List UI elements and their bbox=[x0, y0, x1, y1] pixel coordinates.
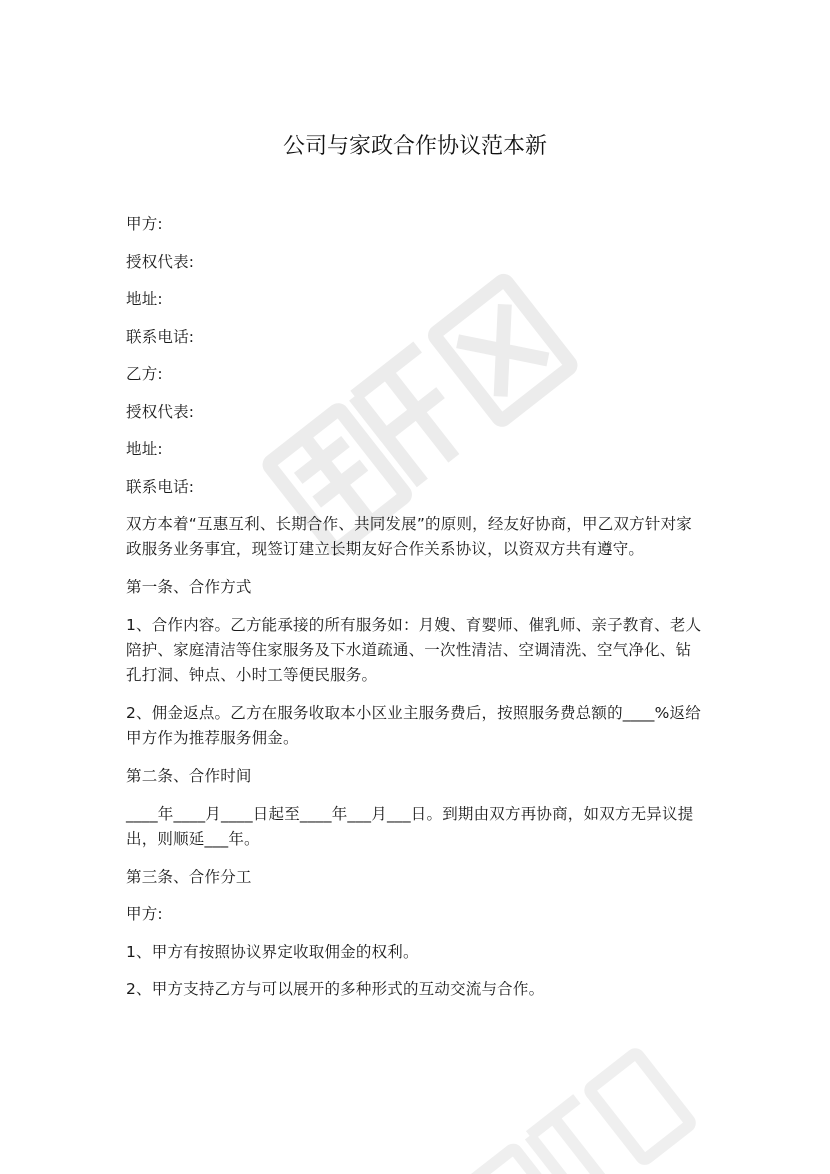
article-1-clause-2: 2、佣金返点。乙方在服务收取本小区业主服务费后，按照服务费总额的____%返给甲方作为推荐服务佣金。 bbox=[126, 703, 701, 748]
party-a-label: 甲方: bbox=[126, 215, 163, 233]
party-b-representative: 授权代表: bbox=[126, 402, 195, 421]
preamble-paragraph: 双方本着“互惠互利、长期合作、共同发展”的原则，经友好协商，甲乙双方针对家政服务业务事宜，现签订建立长期友好合作关系协议，以资双方共有遵守。 bbox=[126, 515, 692, 559]
watermark-logo-bottom bbox=[424, 1020, 715, 1174]
article-3-clause-1: 1、甲方有按照协议界定收取佣金的权利。 bbox=[126, 942, 419, 961]
article-3-clause-2: 2、甲方支持乙方与可以展开的多种形式的互动交流与合作。 bbox=[126, 980, 545, 999]
party-b-address: 地址: bbox=[126, 440, 163, 458]
document-body bbox=[126, 212, 706, 1015]
article-3-party-a-label: 甲方: bbox=[126, 905, 163, 924]
party-b-label: 乙方: bbox=[126, 365, 163, 383]
article-2-term: ____年____月____日起至____年___月___日。到期由双方再协商，如双方无异议提出，则顺延___年。 bbox=[126, 804, 694, 848]
party-a-address: 地址: bbox=[126, 290, 163, 308]
article-3-heading: 第三条、合作分工 bbox=[126, 867, 252, 886]
party-a-representative: 授权代表: bbox=[126, 252, 195, 271]
article-1-clause-1: 1、合作内容。乙方能承接的所有服务如：月嫂、育婴师、催乳师、亲子教育、老人陪护、家庭清洁等住家服务及下水道疏通、一次性清洁、空调清洗、空气净化、钻孔打洞、钟点、小时工等便民服务。 bbox=[126, 615, 702, 685]
article-1-heading: 第一条、合作方式 bbox=[126, 578, 252, 597]
article-2-heading: 第二条、合作时间 bbox=[126, 767, 252, 786]
party-a-phone: 联系电话: bbox=[126, 327, 195, 346]
party-b-phone: 联系电话: bbox=[126, 477, 195, 496]
document-title: 公司与家政合作协议范本新 bbox=[282, 134, 547, 159]
